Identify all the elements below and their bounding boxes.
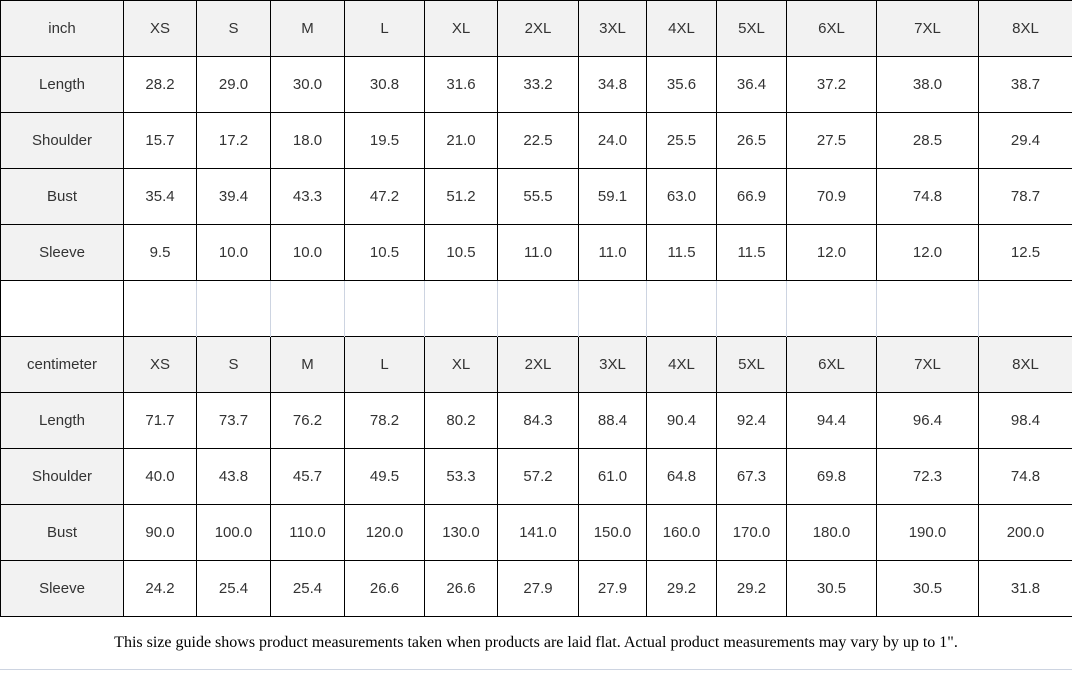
- value-cell: 35.6: [647, 57, 717, 113]
- spacer-cell: [717, 281, 787, 337]
- value-cell: 88.4: [579, 393, 647, 449]
- value-cell: 61.0: [579, 449, 647, 505]
- value-cell: 94.4: [787, 393, 877, 449]
- size-header-cell: 6XL: [787, 337, 877, 393]
- value-cell: 34.8: [579, 57, 647, 113]
- value-cell: 90.4: [647, 393, 717, 449]
- measurement-row-length-inch: [1, 57, 1072, 113]
- measurement-row-sleeve-inch: [1, 225, 1072, 281]
- row-label-cell: Sleeve: [1, 225, 124, 281]
- value-cell: 78.2: [345, 393, 425, 449]
- value-cell: 200.0: [979, 505, 1072, 561]
- value-cell: 47.2: [345, 169, 425, 225]
- measurement-row-shoulder-inch: [1, 113, 1072, 169]
- unit-header-cell: centimeter: [1, 337, 124, 393]
- value-cell: 141.0: [498, 505, 579, 561]
- value-cell: 43.8: [197, 449, 271, 505]
- value-cell: 90.0: [124, 505, 197, 561]
- value-cell: 26.6: [345, 561, 425, 617]
- spacer-cell: [345, 281, 425, 337]
- size-header-cell: 6XL: [787, 1, 877, 57]
- value-cell: 10.0: [271, 225, 345, 281]
- value-cell: 73.7: [197, 393, 271, 449]
- value-cell: 39.4: [197, 169, 271, 225]
- size-header-cell: 3XL: [579, 1, 647, 57]
- size-header-cell: S: [197, 337, 271, 393]
- measurement-row-bust-inch: [1, 169, 1072, 225]
- value-cell: 35.4: [124, 169, 197, 225]
- value-cell: 74.8: [979, 449, 1072, 505]
- spacer-cell: [1, 281, 124, 337]
- spacer-row: [1, 281, 1072, 337]
- value-cell: 71.7: [124, 393, 197, 449]
- value-cell: 29.2: [647, 561, 717, 617]
- size-header-cell: L: [345, 1, 425, 57]
- value-cell: 12.0: [787, 225, 877, 281]
- value-cell: 30.8: [345, 57, 425, 113]
- size-header-cell: L: [345, 337, 425, 393]
- size-header-cell: 8XL: [979, 1, 1072, 57]
- value-cell: 98.4: [979, 393, 1072, 449]
- value-cell: 78.7: [979, 169, 1072, 225]
- header-row-centimeter: [1, 337, 1072, 393]
- value-cell: 29.0: [197, 57, 271, 113]
- row-label-cell: Bust: [1, 505, 124, 561]
- size-header-cell: XS: [124, 1, 197, 57]
- value-cell: 53.3: [425, 449, 498, 505]
- value-cell: 160.0: [647, 505, 717, 561]
- size-guide-footer: [0, 617, 1072, 670]
- unit-header-cell: inch: [1, 1, 124, 57]
- size-header-cell: 8XL: [979, 337, 1072, 393]
- value-cell: 74.8: [877, 169, 979, 225]
- value-cell: 12.5: [979, 225, 1072, 281]
- value-cell: 12.0: [877, 225, 979, 281]
- value-cell: 38.7: [979, 57, 1072, 113]
- value-cell: 70.9: [787, 169, 877, 225]
- size-header-cell: 5XL: [717, 1, 787, 57]
- value-cell: 180.0: [787, 505, 877, 561]
- value-cell: 30.5: [877, 561, 979, 617]
- value-cell: 25.5: [647, 113, 717, 169]
- value-cell: 24.0: [579, 113, 647, 169]
- value-cell: 110.0: [271, 505, 345, 561]
- spacer-cell: [425, 281, 498, 337]
- row-label-cell: Shoulder: [1, 113, 124, 169]
- spacer-cell: [498, 281, 579, 337]
- value-cell: 57.2: [498, 449, 579, 505]
- value-cell: 150.0: [579, 505, 647, 561]
- value-cell: 170.0: [717, 505, 787, 561]
- value-cell: 10.5: [425, 225, 498, 281]
- size-header-cell: 5XL: [717, 337, 787, 393]
- value-cell: 9.5: [124, 225, 197, 281]
- value-cell: 25.4: [197, 561, 271, 617]
- spacer-cell: [197, 281, 271, 337]
- size-header-cell: M: [271, 1, 345, 57]
- value-cell: 84.3: [498, 393, 579, 449]
- value-cell: 37.2: [787, 57, 877, 113]
- value-cell: 29.4: [979, 113, 1072, 169]
- header-row-inch: [1, 1, 1072, 57]
- value-cell: 38.0: [877, 57, 979, 113]
- size-header-cell: XS: [124, 337, 197, 393]
- size-header-cell: XL: [425, 1, 498, 57]
- spacer-cell: [877, 281, 979, 337]
- measurement-row-shoulder-centimeter: [1, 449, 1072, 505]
- spacer-cell: [647, 281, 717, 337]
- value-cell: 30.5: [787, 561, 877, 617]
- size-header-cell: 4XL: [647, 1, 717, 57]
- value-cell: 21.0: [425, 113, 498, 169]
- measurement-row-bust-centimeter: [1, 505, 1072, 561]
- value-cell: 30.0: [271, 57, 345, 113]
- value-cell: 28.2: [124, 57, 197, 113]
- spacer-cell: [271, 281, 345, 337]
- value-cell: 40.0: [124, 449, 197, 505]
- value-cell: 43.3: [271, 169, 345, 225]
- size-header-cell: 3XL: [579, 337, 647, 393]
- value-cell: 92.4: [717, 393, 787, 449]
- value-cell: 17.2: [197, 113, 271, 169]
- value-cell: 27.9: [498, 561, 579, 617]
- spacer-cell: [124, 281, 197, 337]
- value-cell: 190.0: [877, 505, 979, 561]
- value-cell: 15.7: [124, 113, 197, 169]
- row-label-cell: Bust: [1, 169, 124, 225]
- row-label-cell: Length: [1, 393, 124, 449]
- value-cell: 69.8: [787, 449, 877, 505]
- value-cell: 18.0: [271, 113, 345, 169]
- row-label-cell: Length: [1, 57, 124, 113]
- value-cell: 130.0: [425, 505, 498, 561]
- value-cell: 19.5: [345, 113, 425, 169]
- measurement-row-sleeve-centimeter: [1, 561, 1072, 617]
- value-cell: 25.4: [271, 561, 345, 617]
- spacer-cell: [979, 281, 1072, 337]
- spacer-cell: [787, 281, 877, 337]
- value-cell: 24.2: [124, 561, 197, 617]
- size-header-cell: M: [271, 337, 345, 393]
- measurement-row-length-centimeter: [1, 393, 1072, 449]
- value-cell: 26.6: [425, 561, 498, 617]
- value-cell: 27.5: [787, 113, 877, 169]
- value-cell: 67.3: [717, 449, 787, 505]
- value-cell: 66.9: [717, 169, 787, 225]
- value-cell: 45.7: [271, 449, 345, 505]
- value-cell: 31.8: [979, 561, 1072, 617]
- value-cell: 96.4: [877, 393, 979, 449]
- value-cell: 49.5: [345, 449, 425, 505]
- value-cell: 36.4: [717, 57, 787, 113]
- value-cell: 64.8: [647, 449, 717, 505]
- value-cell: 11.5: [717, 225, 787, 281]
- spacer-cell: [579, 281, 647, 337]
- size-header-cell: 2XL: [498, 337, 579, 393]
- size-header-cell: 7XL: [877, 1, 979, 57]
- value-cell: 76.2: [271, 393, 345, 449]
- value-cell: 26.5: [717, 113, 787, 169]
- value-cell: 33.2: [498, 57, 579, 113]
- value-cell: 120.0: [345, 505, 425, 561]
- value-cell: 59.1: [579, 169, 647, 225]
- row-label-cell: Sleeve: [1, 561, 124, 617]
- value-cell: 28.5: [877, 113, 979, 169]
- value-cell: 51.2: [425, 169, 498, 225]
- value-cell: 11.0: [579, 225, 647, 281]
- size-header-cell: 4XL: [647, 337, 717, 393]
- value-cell: 63.0: [647, 169, 717, 225]
- row-label-cell: Shoulder: [1, 449, 124, 505]
- value-cell: 22.5: [498, 113, 579, 169]
- value-cell: 27.9: [579, 561, 647, 617]
- size-header-cell: S: [197, 1, 271, 57]
- value-cell: 100.0: [197, 505, 271, 561]
- value-cell: 10.5: [345, 225, 425, 281]
- size-header-cell: XL: [425, 337, 498, 393]
- measurement-note: This size guide shows product measurements taken when products are laid flat. Actual product measurements may vary by up to 1".: [114, 634, 958, 651]
- value-cell: 11.0: [498, 225, 579, 281]
- value-cell: 31.6: [425, 57, 498, 113]
- value-cell: 11.5: [647, 225, 717, 281]
- value-cell: 10.0: [197, 225, 271, 281]
- value-cell: 80.2: [425, 393, 498, 449]
- size-header-cell: 2XL: [498, 1, 579, 57]
- value-cell: 72.3: [877, 449, 979, 505]
- size-header-cell: 7XL: [877, 337, 979, 393]
- value-cell: 29.2: [717, 561, 787, 617]
- value-cell: 55.5: [498, 169, 579, 225]
